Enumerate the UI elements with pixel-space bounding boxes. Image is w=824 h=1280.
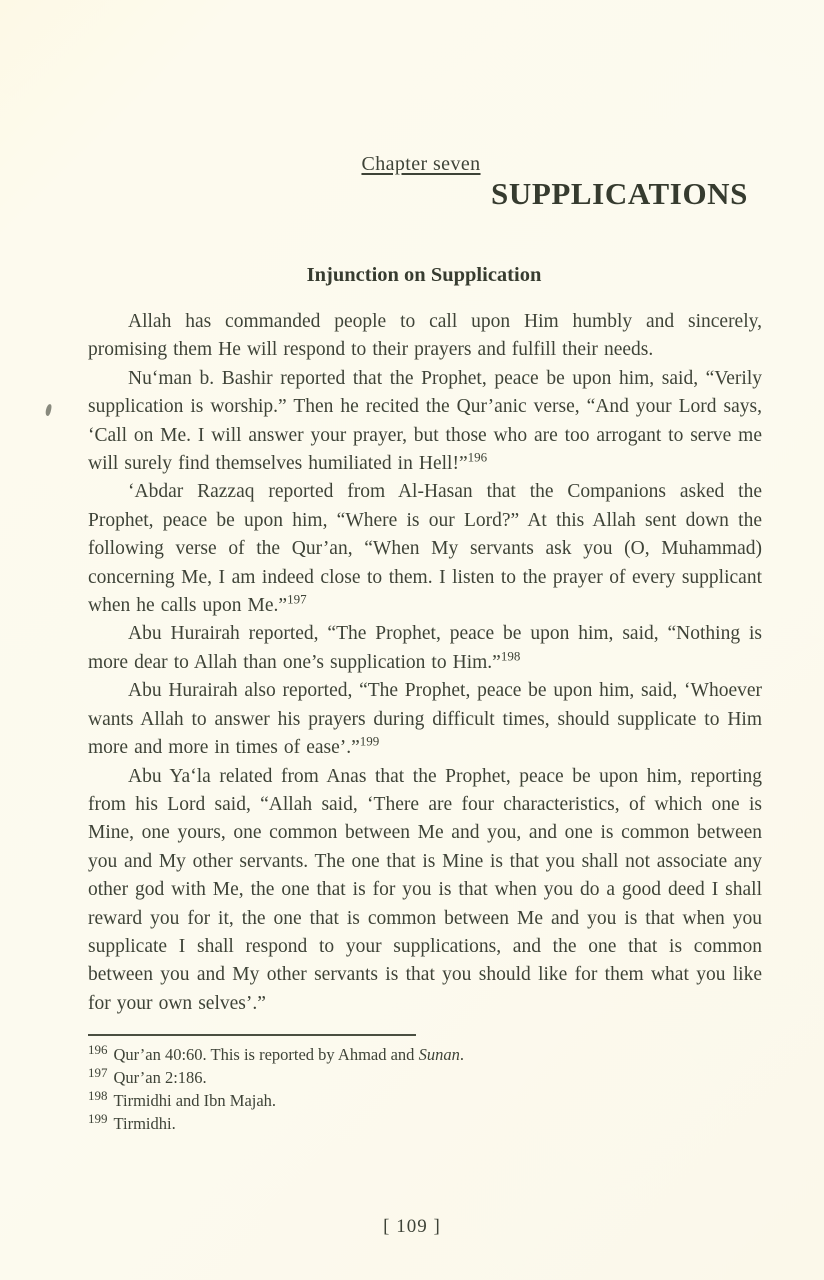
chapter-label [9,153,824,176]
paragraph-text: Abu Hurairah reported, “The Prophet, peace be upon him, said, “Nothing is more dear to Allah than one’s supplication to Him.” [88,623,762,673]
paragraph [88,763,762,1019]
paragraph-text: ‘Abdar Razzaq reported from Al-Hasan that the Companions asked the Prophet, peace be upon him, “Where is our Lord?” At this Allah sent down the following verse of the Qur’an, “When My servants ask you (O, Muhammad) concerning Me, I am indeed close to them. I listen to the prayer of every supplicant when he calls upon Me.” [88,481,762,617]
footnote-number: 197 [88,1064,108,1080]
section-heading: Injunction on Supplication [306,264,542,286]
paragraph [88,478,762,620]
footnote [88,1112,762,1135]
footnote-number: 198 [88,1087,108,1103]
paragraph [88,308,762,365]
footnote-number: 196 [88,1041,108,1057]
footnote [88,1066,762,1089]
footnote-text-italic: Sunan [418,1045,460,1065]
footnote-text: Qur’an 2:186. [113,1068,207,1088]
footnote [88,1089,762,1112]
paragraph [88,677,762,762]
footnote-text: Tirmidhi and Ibn Majah. [113,1091,277,1111]
footnote-text: Qur’an 40:60. This is reported by Ahmad and [113,1045,419,1065]
paragraph [88,620,762,677]
footnote-text: . [459,1045,464,1065]
footnote-text: Tirmidhi. [113,1114,176,1134]
body-text [0,308,824,1018]
footnote-ref: 199 [359,733,380,749]
footnote-divider [88,1034,416,1036]
page-title: SUPPLICATIONS [491,176,748,211]
footnotes-section [0,1034,824,1135]
paragraph-text: Nu‘man b. Bashir reported that the Prophet, peace be upon him, said, “Verily supplication is worship.” Then he recited the Qur’anic verse, “And your Lord says, ‘Call on Me. I will answer your prayer, but those who are too arrogant to serve me will surely find themselves humiliated in Hell!” [88,367,762,475]
chapter-label-text: Chapter seven [361,153,481,175]
footnote [88,1043,762,1066]
footnote-ref: 197 [287,591,307,607]
paragraph-text: Abu Hurairah also reported, “The Prophet, peace be upon him, said, ‘Whoever wants Allah to answer his prayers during difficult times, should supplicate to Him more and more in times of ease’.” [88,680,762,759]
page-number: [ 109 ] [383,1216,441,1237]
footnote-ref: 196 [467,449,488,465]
footnote-ref: 198 [500,648,521,664]
paragraph [88,365,762,479]
footnote-number: 199 [88,1110,108,1126]
paragraph-text: Abu Ya‘la related from Anas that the Prophet, peace be upon him, reporting from his Lord said, “Allah said, ‘There are four characteristics, of which one is Mine, one yours, one common between Me and you, and one is common between you and My other servants. The one that is Mine is that you shall not associate any other god with Me, the one that is for you is that when you do a good deed I shall reward you for it, the one that is common between Me and you is that when you supplicate I shall respond to your supplications, and the one that is common between you and My other servants is that you should like for them what you like for your own selves’.” [88,765,762,1014]
paragraph-text: Allah has commanded people to call upon Him humbly and sincerely, promising them He will respond to their prayers and fulfill their needs. [88,311,762,361]
